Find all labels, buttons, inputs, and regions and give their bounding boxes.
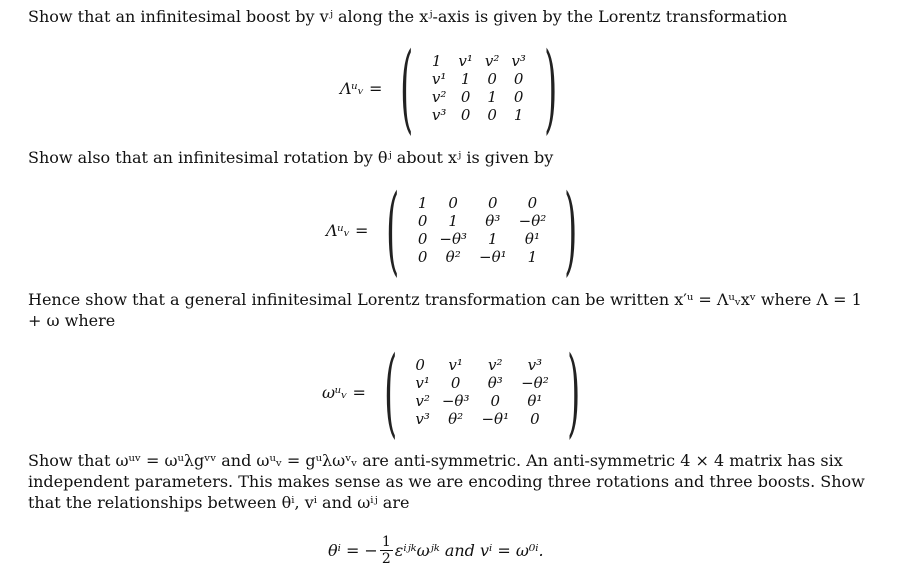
matrix-cell: v¹ [448,356,463,374]
matrix-row [412,212,552,230]
fraction-one-half [380,534,393,567]
relations-rhs: εⁱʲᵏωʲᵏ and vⁱ = ω⁰ⁱ. [394,541,544,560]
matrix-cell: 0 [448,194,458,212]
matrix-cell: 0 [513,70,524,88]
matrix-cell: −θ² [521,374,549,392]
right-paren: ) [566,336,580,448]
equation-theta-v-relations [328,534,544,567]
left-paren: ( [384,336,398,448]
matrix-cell: 0 [460,106,471,124]
matrix-row [426,88,532,106]
boost-matrix-lhs: Λᵘᵥ = [340,78,383,98]
rotation-matrix [412,194,552,266]
matrix-cell: v³ [431,106,447,124]
matrix-cell: 1 [448,212,458,230]
matrix-row [409,392,554,410]
equation-rotation-matrix [326,174,590,286]
matrix-cell: 0 [415,356,425,374]
matrix-row [426,70,532,88]
matrix-cell: 0 [488,194,498,212]
paragraph-boost: Show that an infinitesimal boost by vʲ along the xʲ-axis is given by the Lorentz transformation [28,7,788,26]
matrix-row [426,106,532,124]
matrix-cell: −θ³ [439,230,468,248]
matrix-cell: 1 [431,52,442,70]
matrix-cell: 0 [450,374,461,392]
matrix-cell: 0 [417,212,428,230]
fraction-denominator: 2 [381,551,391,567]
matrix-cell: 0 [487,70,497,88]
matrix-cell: v³ [511,52,526,70]
paragraph-antisymmetry: Show that ωᵘᵛ = ωᵘλgᵛᵛ and ωᵘᵥ = gᵘλωᵛᵥ are anti-symmetric. An anti-symmetric 4 × 4 matrix has six independent parameters. This makes sense as we are encoding three rotations and three boosts. Show that the relationships between θⁱ, vⁱ and ωⁱʲ are [28,451,865,512]
matrix-cell: 0 [490,392,501,410]
matrix-cell: 0 [513,88,524,106]
left-paren: ( [386,174,400,286]
paragraph-general-transformation: Hence show that a general infinitesimal Lorentz transformation can be written x′ᵘ = Λᵘᵥxᵛ where Λ = 1 + ω where [28,290,862,330]
omega-matrix [409,356,554,428]
matrix-cell: 0 [530,410,540,428]
matrix-cell: θ³ [487,374,503,392]
matrix-cell: θ³ [485,212,501,230]
right-paren: ) [544,32,558,144]
matrix-cell: v¹ [415,374,430,392]
matrix-cell: v¹ [431,70,447,88]
matrix-cell: 0 [417,248,428,266]
matrix-cell: −θ² [518,212,547,230]
matrix-cell: 1 [460,70,471,88]
omega-matrix-lhs: ωᵘᵥ = [322,382,366,402]
matrix-cell: v² [484,52,500,70]
matrix-cell: 1 [488,230,498,248]
matrix-row [412,230,552,248]
matrix-row [409,356,554,374]
equation-omega-matrix [322,336,592,448]
matrix-cell: v¹ [458,52,473,70]
matrix-cell: v² [488,356,503,374]
matrix-cell: 0 [487,106,497,124]
fraction-numerator: 1 [381,534,391,550]
matrix-row [412,194,552,212]
theta-lhs: θⁱ = − [328,541,378,560]
matrix-cell: 0 [527,194,538,212]
paragraph-rotation: Show also that an infinitesimal rotation by θʲ about xʲ is given by [28,148,554,167]
matrix-cell: v² [415,392,430,410]
equation-boost-matrix [340,32,569,144]
matrix-cell: 1 [487,88,497,106]
rotation-matrix-lhs: Λᵘᵥ = [326,220,369,240]
matrix-row [409,410,554,428]
matrix-cell: θ² [448,410,464,428]
matrix-cell: θ² [445,248,461,266]
matrix-cell: θ¹ [527,392,543,410]
matrix-cell: 1 [527,248,538,266]
matrix-cell: −θ³ [441,392,470,410]
matrix-cell: 0 [417,230,428,248]
left-paren: ( [400,32,414,144]
matrix-row [426,52,532,70]
right-paren: ) [564,174,578,286]
matrix-cell: 0 [460,88,471,106]
matrix-row [412,248,552,266]
matrix-cell: 1 [513,106,524,124]
matrix-cell: v³ [415,410,430,428]
matrix-cell: v² [431,88,447,106]
boost-matrix [426,52,532,124]
matrix-row [409,374,554,392]
matrix-cell: v³ [527,356,543,374]
matrix-cell: 1 [417,194,428,212]
matrix-cell: −θ¹ [481,410,510,428]
matrix-cell: −θ¹ [479,248,507,266]
matrix-cell: θ¹ [524,230,540,248]
